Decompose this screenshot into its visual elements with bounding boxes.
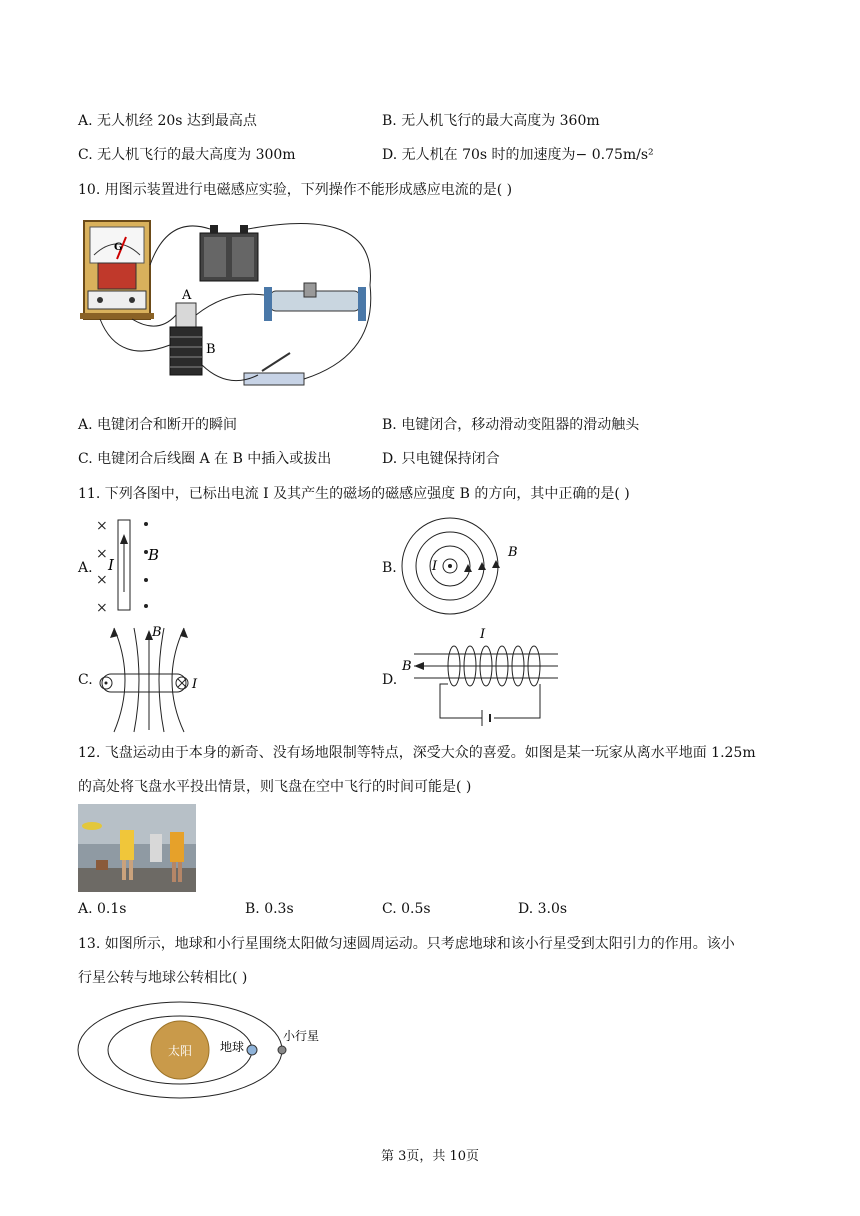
q9-option-d: D. 无人机在 70s 时的加速度为− 0.75m/s² <box>382 147 654 163</box>
q12-option-c: C. 0.5s <box>382 901 431 917</box>
q11-figure-b <box>398 516 538 616</box>
q11-stem: 11. 下列各图中，已标出电流 I 及其产生的磁场的磁感应强度 B 的方向，其中正确的是( ) <box>78 486 630 502</box>
coil-b-label: B <box>206 342 216 357</box>
earth-label: 地球 <box>220 1040 245 1054</box>
q12-frisbee-photo <box>78 804 196 892</box>
q11-figure-d <box>398 626 568 721</box>
q10-option-b: B. 电键闭合，移动滑动变阻器的滑动触头 <box>382 417 640 433</box>
page-footer: 第 3页，共 10页 <box>380 1149 480 1164</box>
q12-option-d: D. 3.0s <box>518 901 568 917</box>
svg-text:×: × <box>96 546 108 562</box>
q13-stem-line2: 行星公转与地球公转相比( ) <box>78 970 248 986</box>
q12-option-a: A. 0.1s <box>78 901 127 917</box>
svg-text:×: × <box>96 518 108 534</box>
q11-label-d: D. <box>382 672 398 688</box>
galvanometer-label: G <box>114 242 123 253</box>
q9-option-b: B. 无人机飞行的最大高度为 360m <box>382 113 600 129</box>
sun-label: 太阳 <box>168 1044 193 1058</box>
q9-option-a: A. 无人机经 20s 达到最高点 <box>78 113 257 129</box>
q12-stem-line2: 的高处将飞盘水平投出情景，则飞盘在空中飞行的时间可能是( ) <box>78 779 472 795</box>
current-symbol: I <box>108 556 114 574</box>
asteroid-label: 小行星 <box>283 1029 320 1043</box>
svg-text:×: × <box>96 572 108 588</box>
field-symbol: B <box>148 546 160 564</box>
field-symbol: B <box>508 545 518 560</box>
current-symbol: I <box>192 677 198 692</box>
q10-stem: 10. 用图示装置进行电磁感应实验，下列操作不能形成感应电流的是( ) <box>78 182 513 198</box>
field-symbol: B <box>402 659 412 674</box>
q12-option-b: B. 0.3s <box>245 901 294 917</box>
q11-label-a: A. <box>78 560 93 576</box>
q11-figure-c <box>94 622 214 732</box>
q11-label-c: C. <box>78 672 93 688</box>
q10-option-c: C. 电键闭合后线圈 A 在 B 中插入或拔出 <box>78 451 332 467</box>
coil-a-label: A <box>182 288 192 303</box>
current-symbol: I <box>432 559 438 574</box>
field-symbol: B <box>152 625 162 640</box>
q12-stem-line1: 12. 飞盘运动由于本身的新奇、没有场地限制等特点，深受大众的喜爱。如图是某一玩家从离水平地面 1.25m <box>78 745 756 761</box>
q10-option-a: A. 电键闭合和断开的瞬间 <box>78 417 238 433</box>
current-symbol: I <box>480 627 486 642</box>
q9-option-c: C. 无人机飞行的最大高度为 300m <box>78 147 296 163</box>
q10-option-d: D. 只电键保持闭合 <box>382 451 500 467</box>
q13-stem-line1: 13. 如图所示，地球和小行星围绕太阳做匀速圆周运动。只考虑地球和该小行星受到太阳引力的作用。该小 <box>78 936 735 952</box>
q11-figure-a <box>96 516 186 616</box>
q13-orbit-figure <box>78 1000 338 1106</box>
q10-apparatus-figure <box>78 215 388 390</box>
q11-label-b: B. <box>382 560 397 576</box>
svg-text:×: × <box>96 600 108 616</box>
